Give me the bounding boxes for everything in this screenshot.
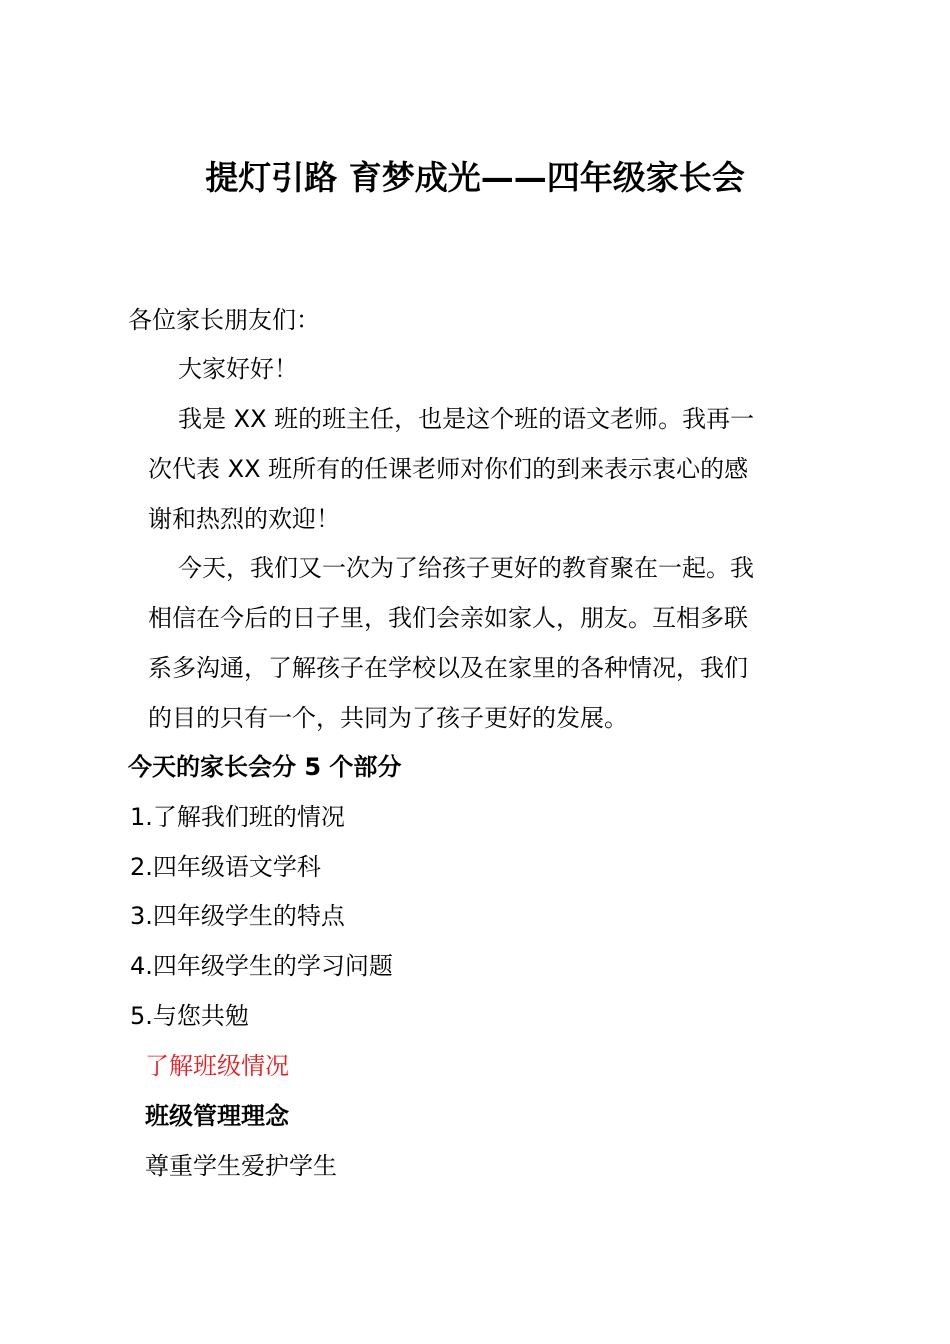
section-heading: 了解班级情况 <box>145 1052 289 1080</box>
paragraph2-line: 系多沟通，了解孩子在学校以及在家里的各种情况，我们 <box>148 654 748 682</box>
document-title: 提灯引路 育梦成光——四年级家长会 <box>205 158 745 197</box>
paragraph2-line: 相信在今后的日子里，我们会亲如家人，朋友。互相多联 <box>148 604 748 632</box>
subheading: 班级管理理念 <box>145 1102 289 1130</box>
greeting: 大家好好！ <box>178 355 298 383</box>
paragraph2-line: 今天，我们又一次为了给孩子更好的教育聚在一起。我 <box>178 554 754 582</box>
paragraph1-line: 次代表 XX 班所有的任课老师对你们的到来表示衷心的感 <box>148 455 749 483</box>
salutation: 各位家长朋友们： <box>128 306 320 334</box>
body-text: 尊重学生爱护学生 <box>145 1152 337 1180</box>
agenda-item: 3.四年级学生的特点 <box>130 902 345 930</box>
agenda-item: 5.与您共勉 <box>130 1002 249 1030</box>
paragraph1-line: 谢和热烈的欢迎！ <box>148 505 340 533</box>
agenda-item: 1.了解我们班的情况 <box>130 803 345 831</box>
agenda-item: 2.四年级语文学科 <box>130 853 321 881</box>
agenda-heading: 今天的家长会分 5 个部分 <box>128 753 402 781</box>
paragraph1-line: 我是 XX 班的班主任，也是这个班的语文老师。我再一 <box>178 405 755 433</box>
paragraph2-line: 的目的只有一个，共同为了孩子更好的发展。 <box>148 704 628 732</box>
agenda-item: 4.四年级学生的学习问题 <box>130 952 393 980</box>
